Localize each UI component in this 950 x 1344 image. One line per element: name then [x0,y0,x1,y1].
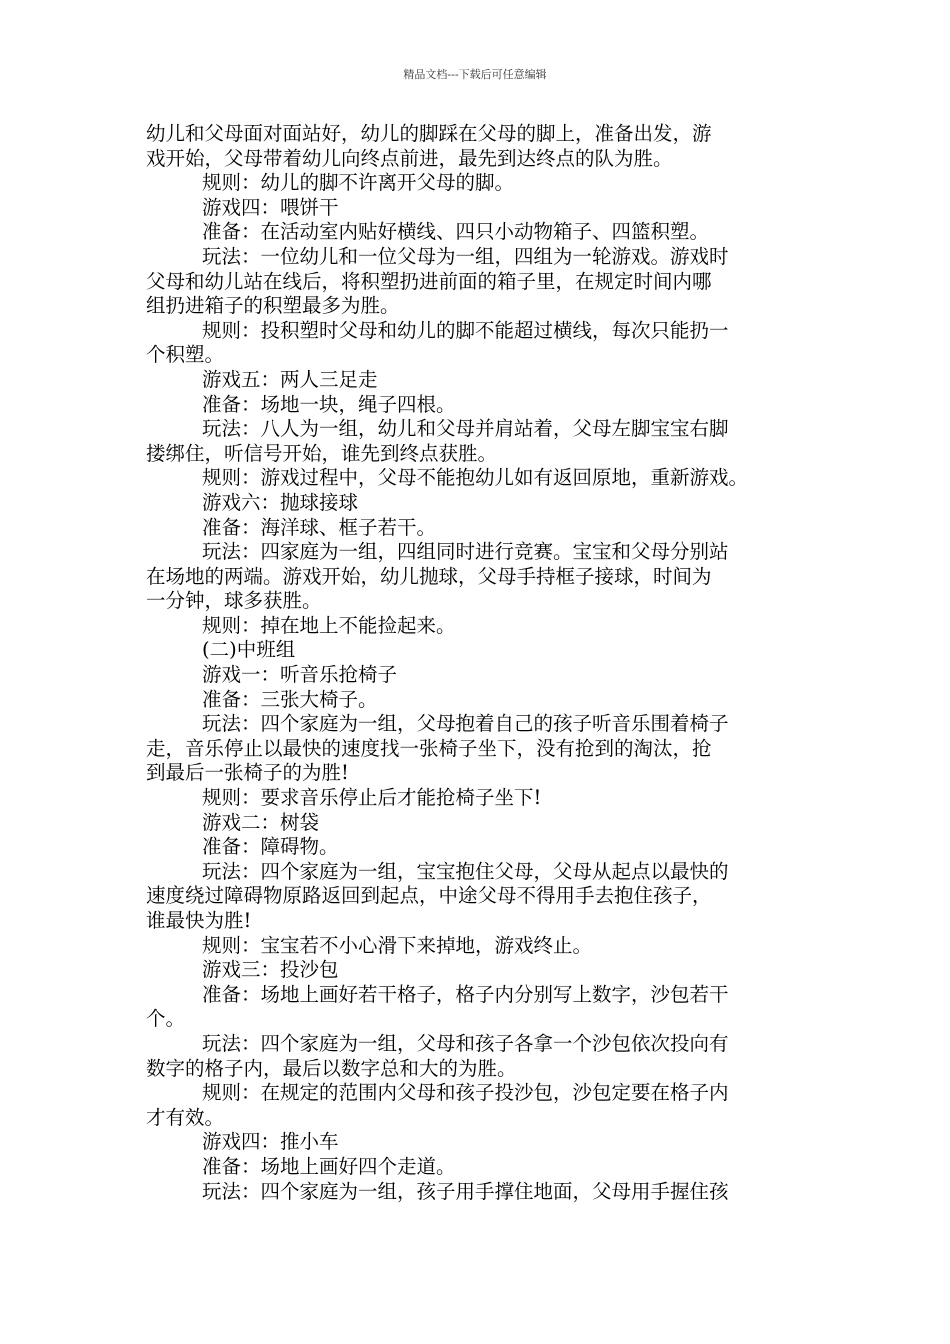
text-line: 谁最快为胜! [146,909,252,932]
page-header: 精品文档---下载后可任意编辑 [403,68,547,81]
text-line: 规则：在规定的范围内父母和孩子投沙包，沙包定要在格子内 [202,1081,729,1105]
text-line: 准备：障碍物。 [202,835,339,859]
text-line: 规则：幼儿的脚不许离开父母的脚。 [202,171,515,195]
text-line: 游戏五：两人三足走 [202,367,378,391]
text-line: 玩法：八人为一组，幼儿和父母并肩站着，父母左脚宝宝右脚 [202,417,729,441]
text-line: 个。 [146,1007,186,1031]
document-body [146,122,816,1204]
text-line: 戏开始，父母带着幼儿向终点前进，最先到达终点的队为胜。 [146,146,673,170]
text-line: 玩法：四家庭为一组，四组同时进行竞赛。宝宝和父母分别站 [202,540,729,564]
text-line: 玩法：四个家庭为一组，父母抱着自己的孩子听音乐围着椅子 [202,712,729,736]
text-line: 到最后一张椅子的为胜! [146,761,349,785]
text-line: 速度绕过障碍物原路返回到起点，中途父母不得用手去抱住孩子， [146,884,712,908]
text-line: 游戏四：推小车 [202,1130,339,1154]
text-line: 准备：三张大椅子。 [202,687,378,711]
text-line: 规则：投积塑时父母和幼儿的脚不能超过横线，每次只能扔一 [202,318,729,342]
text-line: 走，音乐停止以最快的速度找一张椅子坐下，没有抢到的淘汰，抢 [146,736,712,760]
text-line: 游戏四：喂饼干 [202,195,339,219]
text-line: 规则：游戏过程中，父母不能抱幼儿如有返回原地，重新游戏。 [202,466,749,490]
text-line: 准备：场地一块，绳子四根。 [202,392,456,416]
text-line: 规则：宝宝若不小心滑下来掉地，游戏终止。 [202,933,593,957]
text-line: 一分钟，球多获胜。 [146,589,322,613]
text-line: 准备：场地上画好若干格子，格子内分别写上数字，沙包若干 [202,982,729,1006]
text-line: 准备：在活动室内贴好横线、四只小动物箱子、四篮积塑。 [202,220,710,244]
text-line: 才有效。 [146,1105,225,1129]
text-line: 规则：要求音乐停止后才能抢椅子坐下! [202,786,542,810]
text-line: 在场地的两端。游戏开始，幼儿抛球，父母手持框子接球，时间为 [146,564,712,588]
text-line: 数字的格子内，最后以数字总和大的为胜。 [146,1056,517,1080]
text-line: 父母和幼儿站在线后，将积塑扔进前面的箱子里，在规定时间内哪 [146,269,712,293]
text-line: 游戏六：抛球接球 [202,490,359,514]
text-line: 幼儿和父母面对面站好，幼儿的脚踩在父母的脚上，准备出发，游 [146,122,712,145]
text-line: 个积塑。 [146,343,225,367]
text-line: 游戏二：树袋 [202,810,320,834]
text-line: 玩法：一位幼儿和一位父母为一组，四组为一轮游戏。游戏时 [202,244,729,268]
text-line: 玩法：四个家庭为一组，宝宝抱住父母，父母从起点以最快的 [202,859,729,883]
text-line: 游戏一：听音乐抢椅子 [202,663,398,687]
text-line: 游戏三：投沙包 [202,958,339,982]
text-line: (二)中班组 [202,638,296,662]
text-line: 搂绑住，听信号开始，谁先到终点获胜。 [146,441,498,465]
text-line: 准备：海洋球、框子若干。 [202,515,437,539]
text-line: 规则：掉在地上不能捡起来。 [202,613,456,637]
text-line: 组扔进箱子的积塑最多为胜。 [146,294,400,318]
text-line: 准备：场地上画好四个走道。 [202,1154,456,1178]
text-line: 玩法：四个家庭为一组，父母和孩子各拿一个沙包依次投向有 [202,1031,729,1055]
text-line: 玩法：四个家庭为一组，孩子用手撑住地面，父母用手握住孩 [202,1179,729,1203]
